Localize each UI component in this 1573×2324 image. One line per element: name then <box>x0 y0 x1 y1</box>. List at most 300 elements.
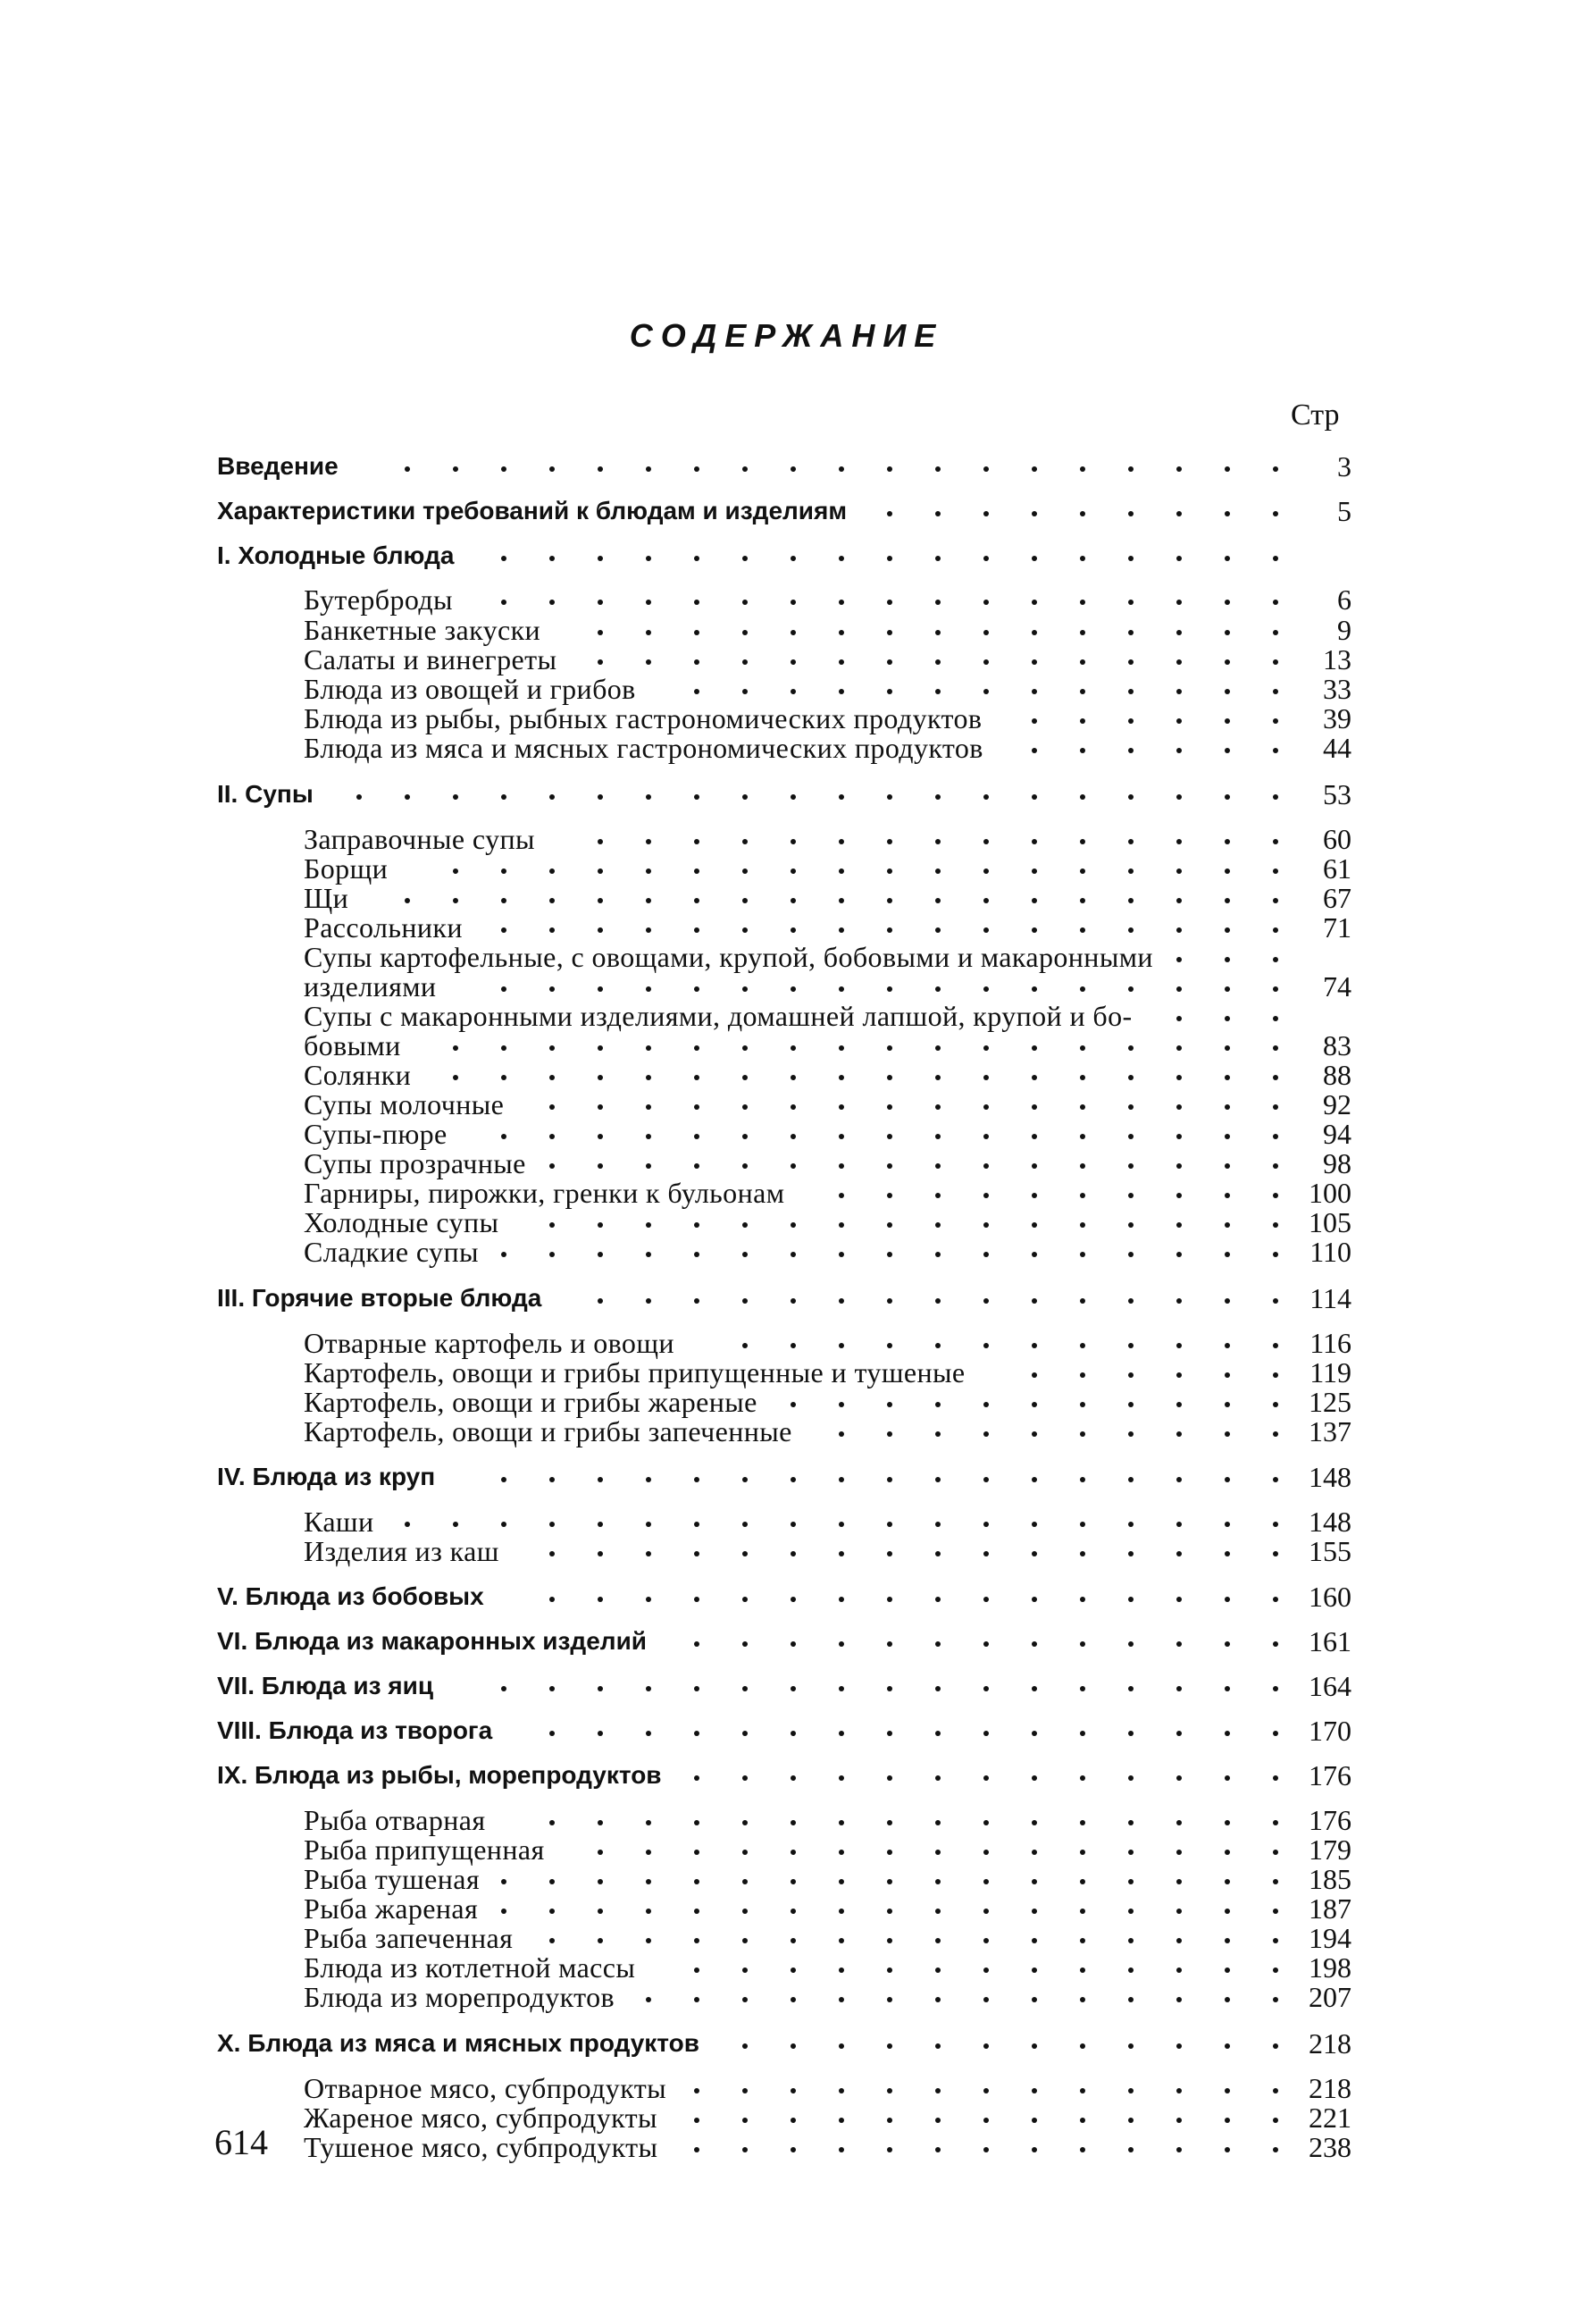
leader-dot <box>646 1222 651 1228</box>
leader-dot <box>839 659 844 665</box>
leader-dot <box>1128 2088 1134 2093</box>
leader-dot <box>1128 1075 1134 1080</box>
leader-dot <box>935 1909 941 1914</box>
toc-entry-title: Рыба отварная <box>304 1804 486 1836</box>
leader-dot <box>839 1997 844 2002</box>
leader-dot <box>1128 1477 1134 1482</box>
leader-dot <box>1128 1134 1134 1139</box>
leader-dot <box>983 1641 989 1647</box>
leader-dots <box>0 971 1573 1002</box>
toc-entry-page: 148 <box>1309 1461 1351 1493</box>
leader-dot <box>646 1163 651 1169</box>
leader-dot <box>1176 1431 1182 1437</box>
toc-entry-title: Тушеное мясо, субпродукты <box>304 2131 658 2163</box>
leader-dots <box>0 541 1573 571</box>
leader-dot <box>742 1731 748 1736</box>
leader-dot <box>1176 748 1182 753</box>
leader-dot <box>1225 2118 1230 2123</box>
leader-dot <box>935 2043 941 2049</box>
leader-dot <box>839 1075 844 1080</box>
toc-entry-page: 194 <box>1309 1922 1351 1954</box>
leader-dot <box>1032 511 1037 516</box>
leader-dot <box>839 2118 844 2123</box>
leader-dots <box>0 733 1573 763</box>
toc-entry-title: Щи <box>304 882 349 914</box>
toc-entry-page: 187 <box>1309 1892 1351 1925</box>
leader-dots <box>0 674 1573 704</box>
leader-dot <box>887 1343 892 1348</box>
leader-dot <box>742 1997 748 2002</box>
leader-dot <box>1080 659 1085 665</box>
leader-dot <box>646 556 651 561</box>
leader-dot <box>1273 1997 1278 2002</box>
leader-dot <box>839 1163 844 1169</box>
leader-dot <box>1273 1686 1278 1691</box>
leader-dots <box>0 1030 1573 1061</box>
leader-dot <box>1176 1163 1182 1169</box>
leader-dot <box>742 630 748 635</box>
toc-entry-title: Жареное мясо, субпродукты <box>304 2102 657 2134</box>
leader-dot <box>983 1104 989 1110</box>
leader-dot <box>1273 1104 1278 1110</box>
leader-dot <box>839 1731 844 1736</box>
leader-dot <box>839 986 844 992</box>
leader-dot <box>549 556 555 561</box>
leader-dot <box>1128 839 1134 844</box>
leader-dot <box>646 1938 651 1943</box>
leader-dot <box>1273 511 1278 516</box>
leader-dot <box>1080 986 1085 992</box>
leader-dot <box>694 1686 699 1691</box>
leader-dot <box>1128 1938 1134 1943</box>
leader-dot <box>983 1938 989 1943</box>
leader-dot <box>1273 1820 1278 1825</box>
leader-dot <box>887 986 892 992</box>
toc-entry-title: VIII. Блюда из творога <box>217 1716 493 1744</box>
leader-dot <box>598 1731 603 1736</box>
leader-dot <box>1176 2147 1182 2152</box>
leader-dots <box>0 1060 1573 1090</box>
toc-entry-page: 179 <box>1309 1833 1351 1866</box>
leader-dot <box>887 1163 892 1169</box>
leader-dot <box>1080 2088 1085 2093</box>
leader-dot <box>694 689 699 694</box>
leader-dot <box>1032 1402 1037 1407</box>
leader-dot <box>1176 1045 1182 1051</box>
leader-dot <box>839 839 844 844</box>
toc-entry-page: 137 <box>1309 1415 1351 1447</box>
leader-dot <box>839 689 844 694</box>
toc-entry-title: II. Супы <box>217 780 314 808</box>
page-title: СОДЕРЖАНИЕ <box>629 317 944 354</box>
leader-dot <box>887 600 892 605</box>
leader-dot <box>983 1252 989 1257</box>
leader-dot <box>1128 1997 1134 2002</box>
leader-dot <box>598 1850 603 1855</box>
leader-dot <box>983 1343 989 1348</box>
leader-dot <box>453 794 458 800</box>
toc-line <box>0 1760 1573 1791</box>
leader-dot <box>598 1134 603 1139</box>
leader-dot <box>694 630 699 635</box>
leader-dot <box>646 1879 651 1884</box>
toc-line <box>0 451 1573 482</box>
leader-dot <box>742 1967 748 1973</box>
leader-dot <box>887 794 892 800</box>
leader-dot <box>791 1597 796 1602</box>
leader-dot <box>1176 1686 1182 1691</box>
leader-dot <box>1273 718 1278 724</box>
leader-dot <box>983 1597 989 1602</box>
leader-dot <box>598 1938 603 1943</box>
leader-dot <box>983 1850 989 1855</box>
leader-dot <box>694 839 699 844</box>
leader-dot <box>549 1522 555 1527</box>
leader-dot <box>1128 1967 1134 1973</box>
leader-dot <box>501 466 506 472</box>
leader-dot <box>791 1222 796 1228</box>
leader-dot <box>935 1075 941 1080</box>
leader-dot <box>983 1431 989 1437</box>
leader-dot <box>1273 1343 1278 1348</box>
leader-dot <box>1128 600 1134 605</box>
leader-dots <box>0 1237 1573 1267</box>
leader-dot <box>1032 1045 1037 1051</box>
leader-dot <box>791 1820 796 1825</box>
leader-dot <box>1176 1967 1182 1973</box>
leader-dot <box>1273 2043 1278 2049</box>
leader-dot <box>791 1045 796 1051</box>
leader-dot <box>983 1551 989 1556</box>
leader-dot <box>742 1641 748 1647</box>
leader-dot <box>1080 718 1085 724</box>
leader-dot <box>1080 1431 1085 1437</box>
leader-dot <box>935 556 941 561</box>
leader-dot <box>935 927 941 933</box>
leader-dot <box>983 2088 989 2093</box>
leader-dot <box>694 1075 699 1080</box>
toc-entry-page: 218 <box>1309 2027 1351 2060</box>
leader-dot <box>742 466 748 472</box>
toc-entry-title: Холодные супы <box>304 1206 499 1238</box>
toc-entry-page: 176 <box>1309 1759 1351 1791</box>
leader-dot <box>1032 1431 1037 1437</box>
leader-dot <box>1032 927 1037 933</box>
leader-dot <box>646 1477 651 1482</box>
toc-line <box>0 644 1573 675</box>
leader-dot <box>1273 689 1278 694</box>
leader-dots <box>0 883 1573 913</box>
leader-dot <box>791 1938 796 1943</box>
toc-entry-title: VI. Блюда из макаронных изделий <box>217 1627 647 1655</box>
leader-dot <box>1032 794 1037 800</box>
leader-dot <box>1128 748 1134 753</box>
leader-dots <box>0 703 1573 734</box>
leader-dot <box>1080 1938 1085 1943</box>
leader-dot <box>1080 1134 1085 1139</box>
leader-dot <box>1080 1193 1085 1198</box>
leader-dot <box>694 986 699 992</box>
leader-dot <box>1273 1252 1278 1257</box>
leader-dot <box>1176 1909 1182 1914</box>
leader-dot <box>839 1820 844 1825</box>
toc-line <box>0 1581 1573 1612</box>
toc-entry-page: 71 <box>1323 911 1351 944</box>
leader-dot <box>1032 2088 1037 2093</box>
leader-dot <box>1273 1850 1278 1855</box>
leader-dot <box>1176 600 1182 605</box>
leader-dot <box>791 839 796 844</box>
leader-dot <box>935 1967 941 1973</box>
leader-dot <box>887 1134 892 1139</box>
leader-dot <box>1176 1477 1182 1482</box>
leader-dot <box>935 1997 941 2002</box>
leader-dot <box>694 1938 699 1943</box>
leader-dots <box>0 1952 1573 1983</box>
leader-dot <box>887 1879 892 1884</box>
leader-dot <box>1032 986 1037 992</box>
leader-dot <box>1225 1850 1230 1855</box>
leader-dot <box>1176 2043 1182 2049</box>
leader-dot <box>983 2147 989 2152</box>
leader-dot <box>1128 1641 1134 1647</box>
leader-dot <box>1273 1134 1278 1139</box>
leader-dot <box>742 1163 748 1169</box>
leader-dot <box>983 466 989 472</box>
leader-dot <box>1032 1775 1037 1781</box>
leader-dot <box>791 1641 796 1647</box>
leader-dot <box>1176 2118 1182 2123</box>
leader-dot <box>1128 2118 1134 2123</box>
leader-dot <box>935 689 941 694</box>
leader-dot <box>742 1252 748 1257</box>
leader-dot <box>887 1686 892 1691</box>
leader-dot <box>694 1522 699 1527</box>
leader-dot <box>501 600 506 605</box>
toc-entry-title: бовыми <box>304 1029 401 1061</box>
leader-dot <box>1080 1641 1085 1647</box>
leader-dot <box>1176 466 1182 472</box>
toc-entry-page: 160 <box>1309 1581 1351 1613</box>
toc-entry-page: 105 <box>1309 1206 1351 1238</box>
leader-dot <box>1128 1909 1134 1914</box>
toc-line <box>0 1207 1573 1238</box>
page-number: 614 <box>214 2122 268 2162</box>
leader-dot <box>935 1879 941 1884</box>
leader-dot <box>742 659 748 665</box>
leader-dot <box>1032 1967 1037 1973</box>
toc-entry-page: 161 <box>1309 1625 1351 1657</box>
leader-dot <box>1176 689 1182 694</box>
leader-dot <box>694 1477 699 1482</box>
toc-entry-title: Характеристики требований к блюдам и изделиям <box>217 497 848 524</box>
leader-dot <box>598 1163 603 1169</box>
leader-dot <box>453 1075 458 1080</box>
leader-dot <box>742 2088 748 2093</box>
leader-dot <box>791 898 796 903</box>
leader-dot <box>887 659 892 665</box>
leader-dot <box>1225 1134 1230 1139</box>
leader-dot <box>1176 1075 1182 1080</box>
toc-line <box>0 2073 1573 2103</box>
toc-entry-title: Салаты и винегреты <box>304 643 557 675</box>
leader-dot <box>1225 1431 1230 1437</box>
leader-dot <box>1080 1252 1085 1257</box>
leader-dot <box>1128 1879 1134 1884</box>
leader-dot <box>887 1938 892 1943</box>
leader-dots <box>0 1207 1573 1238</box>
leader-dot <box>1176 1016 1182 1021</box>
leader-dot <box>646 927 651 933</box>
toc-entry-title: Супы прозрачные <box>304 1147 526 1179</box>
toc-entry-title: Рыба жареная <box>304 1892 479 1925</box>
leader-dot <box>1273 898 1278 903</box>
leader-dot <box>1225 1879 1230 1884</box>
leader-dot <box>549 1938 555 1943</box>
leader-dot <box>1128 511 1134 516</box>
leader-dot <box>1225 2147 1230 2152</box>
leader-dot <box>1080 1163 1085 1169</box>
leader-dot <box>742 1909 748 1914</box>
leader-dot <box>694 1252 699 1257</box>
leader-dot <box>791 1343 796 1348</box>
toc-line <box>0 1626 1573 1657</box>
leader-dot <box>1032 1850 1037 1855</box>
leader-dot <box>1273 1731 1278 1736</box>
toc-line <box>0 1864 1573 1894</box>
leader-dot <box>1128 1222 1134 1228</box>
leader-dot <box>598 898 603 903</box>
leader-dot <box>549 1104 555 1110</box>
leader-dot <box>646 1522 651 1527</box>
toc-entry-page: 238 <box>1309 2131 1351 2163</box>
leader-dot <box>887 1597 892 1602</box>
leader-dot <box>887 1850 892 1855</box>
leader-dot <box>887 1431 892 1437</box>
toc-line <box>0 1357 1573 1388</box>
toc-entry-page: 94 <box>1323 1118 1351 1150</box>
leader-dot <box>694 1045 699 1051</box>
leader-dot <box>1225 600 1230 605</box>
leader-dot <box>453 1522 458 1527</box>
leader-dot <box>1273 1163 1278 1169</box>
leader-dots <box>0 1506 1573 1537</box>
leader-dot <box>887 1731 892 1736</box>
leader-dot <box>646 1104 651 1110</box>
leader-dot <box>598 466 603 472</box>
leader-dot <box>453 1045 458 1051</box>
leader-dot <box>1273 1938 1278 1943</box>
leader-dot <box>1080 1967 1085 1973</box>
leader-dot <box>983 1731 989 1736</box>
leader-dot <box>839 1967 844 1973</box>
leader-dot <box>983 2043 989 2049</box>
leader-dot <box>1273 1641 1278 1647</box>
leader-dot <box>839 1597 844 1602</box>
leader-dot <box>935 2088 941 2093</box>
leader-dot <box>1080 2118 1085 2123</box>
leader-dot <box>887 1820 892 1825</box>
leader-dot <box>742 1134 748 1139</box>
leader-dots <box>0 824 1573 854</box>
leader-dot <box>1273 794 1278 800</box>
toc-entry-title: IX. Блюда из рыбы, морепродуктов <box>217 1761 662 1789</box>
leader-dot <box>791 1551 796 1556</box>
leader-dot <box>887 868 892 874</box>
leader-dot <box>598 1551 603 1556</box>
toc-entry-title: Введение <box>217 452 339 480</box>
leader-dot <box>887 1045 892 1051</box>
leader-dot <box>598 1477 603 1482</box>
leader-dot <box>598 600 603 605</box>
leader-dot <box>598 927 603 933</box>
leader-dot <box>1080 600 1085 605</box>
leader-dots <box>0 1328 1573 1358</box>
leader-dot <box>1176 1731 1182 1736</box>
leader-dot <box>935 1597 941 1602</box>
leader-dot <box>1032 839 1037 844</box>
leader-dot <box>694 659 699 665</box>
leader-dot <box>646 794 651 800</box>
toc-entry-title: Картофель, овощи и грибы запеченные <box>304 1415 792 1447</box>
leader-dot <box>791 1477 796 1482</box>
leader-dot <box>839 1641 844 1647</box>
leader-dot <box>742 1298 748 1304</box>
leader-dot <box>742 1551 748 1556</box>
toc-line <box>0 942 1573 972</box>
leader-dot <box>1273 1597 1278 1602</box>
leader-dot <box>1225 1641 1230 1647</box>
leader-dot <box>983 1522 989 1527</box>
leader-dot <box>791 659 796 665</box>
leader-dot <box>1176 1850 1182 1855</box>
leader-dot <box>1128 1775 1134 1781</box>
leader-dot <box>1080 1551 1085 1556</box>
leader-dot <box>549 1163 555 1169</box>
leader-dot <box>935 1820 941 1825</box>
leader-dot <box>1080 1343 1085 1348</box>
toc-entry-page: 3 <box>1337 450 1351 482</box>
toc-entry-title: III. Горячие вторые блюда <box>217 1284 542 1312</box>
leader-dot <box>935 600 941 605</box>
leader-dot <box>1273 1045 1278 1051</box>
leader-dot <box>549 1222 555 1228</box>
leader-dots <box>0 1581 1573 1612</box>
leader-dot <box>501 556 506 561</box>
leader-dot <box>549 1909 555 1914</box>
leader-dot <box>983 600 989 605</box>
leader-dots <box>0 1119 1573 1149</box>
leader-dot <box>1080 1731 1085 1736</box>
leader-dot <box>791 2088 796 2093</box>
leader-dot <box>791 1522 796 1527</box>
leader-dot <box>983 630 989 635</box>
leader-dot <box>453 868 458 874</box>
toc-entry-title: Рыба запеченная <box>304 1922 514 1954</box>
toc-entry-title: Супы молочные <box>304 1088 505 1120</box>
leader-dot <box>1273 1222 1278 1228</box>
leader-dot <box>887 1222 892 1228</box>
leader-dot <box>1032 1252 1037 1257</box>
leader-dot <box>694 2088 699 2093</box>
leader-dots <box>0 1536 1573 1566</box>
toc-line <box>0 1089 1573 1120</box>
leader-dots <box>0 1462 1573 1492</box>
toc-entry-title: Блюда из морепродуктов <box>304 1981 615 2013</box>
leader-dot <box>549 1075 555 1080</box>
toc-line <box>0 824 1573 854</box>
leader-dot <box>646 1551 651 1556</box>
